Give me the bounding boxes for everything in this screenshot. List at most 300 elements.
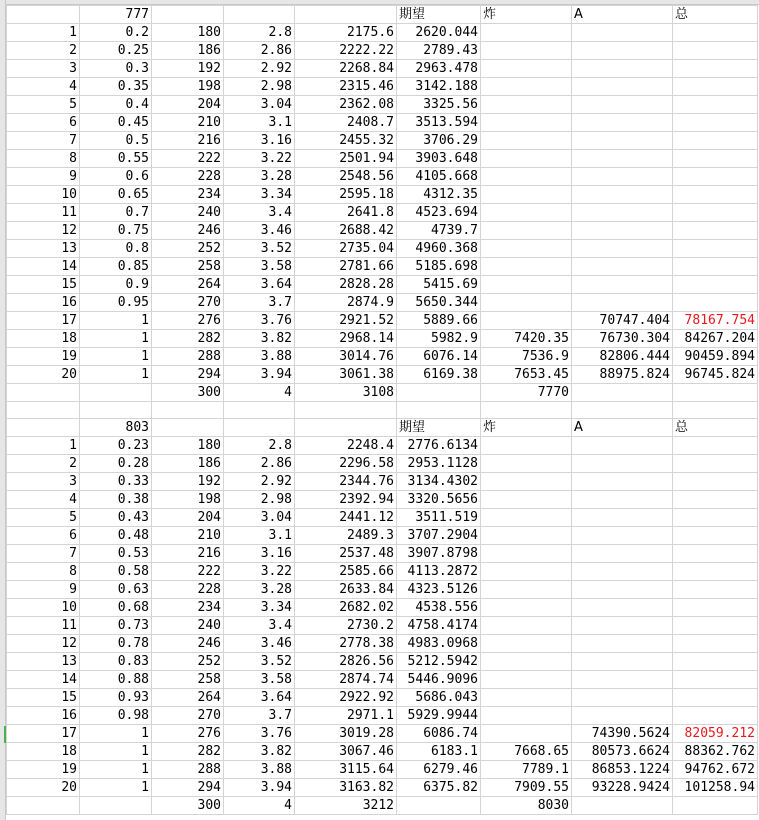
cell-total[interactable]: [673, 60, 758, 78]
cell-c4[interactable]: 3.58: [224, 258, 295, 276]
cell-c3[interactable]: 282: [152, 743, 224, 761]
cell-c4[interactable]: 3.28: [224, 168, 295, 186]
cell-c3[interactable]: 276: [152, 725, 224, 743]
cell-c3[interactable]: 258: [152, 671, 224, 689]
cell-total[interactable]: [673, 437, 758, 455]
cell-bomb[interactable]: [481, 24, 572, 42]
cell-c3[interactable]: 240: [152, 204, 224, 222]
cell-total[interactable]: 94762.672: [673, 761, 758, 779]
cell-a[interactable]: 86853.1224: [572, 761, 673, 779]
spreadsheet-grid[interactable]: [6, 5, 758, 815]
cell-c3[interactable]: 180: [152, 24, 224, 42]
cell-c5[interactable]: 2501.94: [295, 150, 397, 168]
cell-c4[interactable]: 2.86: [224, 455, 295, 473]
cell-c4[interactable]: 2.86: [224, 42, 295, 60]
cell-c4[interactable]: 3.94: [224, 366, 295, 384]
cell-p[interactable]: 1: [80, 743, 152, 761]
cell-total[interactable]: [673, 617, 758, 635]
cell-n[interactable]: 15: [7, 276, 80, 294]
cell-total[interactable]: [673, 635, 758, 653]
cell-total[interactable]: [673, 222, 758, 240]
cell-total[interactable]: [673, 653, 758, 671]
cell-expect[interactable]: 3511.519: [397, 509, 481, 527]
cell-c4[interactable]: 3.94: [224, 779, 295, 797]
cell-expect[interactable]: 4538.556: [397, 599, 481, 617]
cell-n[interactable]: 2: [7, 42, 80, 60]
cell-c3[interactable]: 282: [152, 330, 224, 348]
cell-n[interactable]: 13: [7, 653, 80, 671]
block-label-cell[interactable]: 777: [80, 6, 152, 24]
cell-p[interactable]: 0.6: [80, 168, 152, 186]
cell-c3[interactable]: 216: [152, 545, 224, 563]
cell-a[interactable]: [572, 168, 673, 186]
cell-c4[interactable]: 3.1: [224, 527, 295, 545]
cell-n[interactable]: 8: [7, 150, 80, 168]
cell-bomb[interactable]: [481, 617, 572, 635]
cell-total[interactable]: [673, 258, 758, 276]
cell-p[interactable]: 0.65: [80, 186, 152, 204]
header-bomb-cell[interactable]: 炸: [481, 419, 572, 437]
cell-bomb[interactable]: [481, 563, 572, 581]
cell-total[interactable]: 82059.212: [673, 725, 758, 743]
cell-c5[interactable]: 2315.46: [295, 78, 397, 96]
cell-empty[interactable]: [397, 402, 481, 419]
cell-empty[interactable]: [572, 384, 673, 402]
cell-a[interactable]: [572, 204, 673, 222]
cell-expect[interactable]: 3706.29: [397, 132, 481, 150]
cell-empty[interactable]: [295, 6, 397, 24]
cell-a[interactable]: [572, 509, 673, 527]
cell-c5[interactable]: 2222.22: [295, 42, 397, 60]
cell-expect[interactable]: 4105.668: [397, 168, 481, 186]
cell-c3[interactable]: 198: [152, 491, 224, 509]
cell-p[interactable]: 0.83: [80, 653, 152, 671]
cell-n[interactable]: 16: [7, 294, 80, 312]
cell-empty[interactable]: [572, 797, 673, 815]
cell-total[interactable]: [673, 545, 758, 563]
cell-bomb[interactable]: 7668.65: [481, 743, 572, 761]
block-label-cell[interactable]: 803: [80, 419, 152, 437]
footer-bomb-cell[interactable]: 7770: [481, 384, 572, 402]
cell-total[interactable]: [673, 563, 758, 581]
cell-c4[interactable]: 3.88: [224, 348, 295, 366]
cell-total[interactable]: [673, 671, 758, 689]
cell-bomb[interactable]: [481, 150, 572, 168]
cell-a[interactable]: 70747.404: [572, 312, 673, 330]
cell-empty[interactable]: [673, 797, 758, 815]
cell-a[interactable]: [572, 527, 673, 545]
cell-empty[interactable]: [7, 402, 80, 419]
cell-expect[interactable]: 4960.368: [397, 240, 481, 258]
cell-c5[interactable]: 3115.64: [295, 761, 397, 779]
cell-c3[interactable]: 204: [152, 509, 224, 527]
cell-n[interactable]: 7: [7, 132, 80, 150]
cell-p[interactable]: 1: [80, 779, 152, 797]
cell-bomb[interactable]: [481, 78, 572, 96]
footer-bomb-cell[interactable]: 8030: [481, 797, 572, 815]
cell-a[interactable]: [572, 599, 673, 617]
cell-c3[interactable]: 264: [152, 689, 224, 707]
cell-expect[interactable]: 4758.4174: [397, 617, 481, 635]
cell-c5[interactable]: 2641.8: [295, 204, 397, 222]
cell-a[interactable]: [572, 617, 673, 635]
cell-c4[interactable]: 2.98: [224, 491, 295, 509]
cell-p[interactable]: 1: [80, 761, 152, 779]
cell-n[interactable]: 1: [7, 437, 80, 455]
cell-expect[interactable]: 2776.6134: [397, 437, 481, 455]
cell-total[interactable]: [673, 114, 758, 132]
cell-bomb[interactable]: [481, 473, 572, 491]
cell-n[interactable]: 20: [7, 779, 80, 797]
cell-c4[interactable]: 2.8: [224, 24, 295, 42]
cell-bomb[interactable]: [481, 276, 572, 294]
cell-n[interactable]: 3: [7, 60, 80, 78]
cell-c5[interactable]: 2248.4: [295, 437, 397, 455]
cell-a[interactable]: [572, 114, 673, 132]
cell-c5[interactable]: 2874.74: [295, 671, 397, 689]
cell-bomb[interactable]: [481, 258, 572, 276]
cell-c3[interactable]: 270: [152, 294, 224, 312]
cell-expect[interactable]: 6086.74: [397, 725, 481, 743]
cell-expect[interactable]: 4312.35: [397, 186, 481, 204]
cell-c5[interactable]: 2778.38: [295, 635, 397, 653]
cell-empty[interactable]: [397, 797, 481, 815]
cell-n[interactable]: 17: [7, 725, 80, 743]
cell-c4[interactable]: 2.8: [224, 437, 295, 455]
cell-empty[interactable]: [152, 6, 224, 24]
cell-c4[interactable]: 3.82: [224, 743, 295, 761]
cell-c4[interactable]: 3.46: [224, 222, 295, 240]
cell-c5[interactable]: 2548.56: [295, 168, 397, 186]
cell-c5[interactable]: 2595.18: [295, 186, 397, 204]
cell-expect[interactable]: 4523.694: [397, 204, 481, 222]
cell-a[interactable]: [572, 294, 673, 312]
cell-expect[interactable]: 4739.7: [397, 222, 481, 240]
cell-c3[interactable]: 222: [152, 563, 224, 581]
cell-empty[interactable]: [481, 402, 572, 419]
cell-p[interactable]: 0.75: [80, 222, 152, 240]
cell-a[interactable]: [572, 24, 673, 42]
cell-c5[interactable]: 2392.94: [295, 491, 397, 509]
cell-empty[interactable]: [397, 384, 481, 402]
cell-empty[interactable]: [673, 384, 758, 402]
cell-c3[interactable]: 204: [152, 96, 224, 114]
cell-empty[interactable]: [80, 797, 152, 815]
cell-a[interactable]: [572, 437, 673, 455]
cell-bomb[interactable]: [481, 491, 572, 509]
cell-n[interactable]: 11: [7, 617, 80, 635]
cell-c4[interactable]: 3.64: [224, 276, 295, 294]
cell-n[interactable]: 3: [7, 473, 80, 491]
cell-n[interactable]: 14: [7, 671, 80, 689]
cell-c3[interactable]: 180: [152, 437, 224, 455]
cell-a[interactable]: [572, 78, 673, 96]
cell-total[interactable]: [673, 204, 758, 222]
cell-c3[interactable]: 252: [152, 653, 224, 671]
cell-total[interactable]: [673, 78, 758, 96]
cell-p[interactable]: 0.28: [80, 455, 152, 473]
cell-c5[interactable]: 2585.66: [295, 563, 397, 581]
cell-bomb[interactable]: [481, 707, 572, 725]
cell-expect[interactable]: 2789.43: [397, 42, 481, 60]
cell-bomb[interactable]: [481, 455, 572, 473]
cell-c3[interactable]: 288: [152, 348, 224, 366]
cell-p[interactable]: 0.68: [80, 599, 152, 617]
cell-n[interactable]: 4: [7, 491, 80, 509]
cell-c3[interactable]: 216: [152, 132, 224, 150]
cell-total[interactable]: [673, 150, 758, 168]
cell-a[interactable]: [572, 60, 673, 78]
cell-empty[interactable]: [7, 797, 80, 815]
cell-c5[interactable]: 2826.56: [295, 653, 397, 671]
footer-c4-cell[interactable]: 4: [224, 384, 295, 402]
cell-c3[interactable]: 210: [152, 527, 224, 545]
cell-c5[interactable]: 2296.58: [295, 455, 397, 473]
cell-c5[interactable]: 2971.1: [295, 707, 397, 725]
cell-a[interactable]: 76730.304: [572, 330, 673, 348]
cell-empty[interactable]: [7, 6, 80, 24]
cell-p[interactable]: 0.5: [80, 132, 152, 150]
cell-c3[interactable]: 270: [152, 707, 224, 725]
cell-empty[interactable]: [80, 384, 152, 402]
cell-p[interactable]: 0.33: [80, 473, 152, 491]
cell-expect[interactable]: 3325.56: [397, 96, 481, 114]
cell-c3[interactable]: 246: [152, 635, 224, 653]
cell-total[interactable]: [673, 24, 758, 42]
cell-empty[interactable]: [7, 384, 80, 402]
cell-p[interactable]: 1: [80, 366, 152, 384]
cell-n[interactable]: 2: [7, 455, 80, 473]
cell-c4[interactable]: 3.28: [224, 581, 295, 599]
cell-n[interactable]: 4: [7, 78, 80, 96]
cell-n[interactable]: 12: [7, 222, 80, 240]
cell-c4[interactable]: 3.7: [224, 707, 295, 725]
cell-p[interactable]: 0.25: [80, 42, 152, 60]
cell-c3[interactable]: 222: [152, 150, 224, 168]
cell-c3[interactable]: 246: [152, 222, 224, 240]
cell-a[interactable]: [572, 653, 673, 671]
cell-c3[interactable]: 192: [152, 473, 224, 491]
cell-expect[interactable]: 5929.9944: [397, 707, 481, 725]
cell-expect[interactable]: 4323.5126: [397, 581, 481, 599]
cell-n[interactable]: 20: [7, 366, 80, 384]
cell-a[interactable]: [572, 491, 673, 509]
cell-total[interactable]: 78167.754: [673, 312, 758, 330]
footer-c4-cell[interactable]: 4: [224, 797, 295, 815]
cell-expect[interactable]: 5185.698: [397, 258, 481, 276]
cell-expect[interactable]: 3707.2904: [397, 527, 481, 545]
cell-bomb[interactable]: [481, 186, 572, 204]
cell-n[interactable]: 14: [7, 258, 80, 276]
cell-n[interactable]: 18: [7, 330, 80, 348]
cell-bomb[interactable]: [481, 545, 572, 563]
cell-expect[interactable]: 4983.0968: [397, 635, 481, 653]
cell-bomb[interactable]: [481, 204, 572, 222]
cell-total[interactable]: [673, 599, 758, 617]
cell-p[interactable]: 0.93: [80, 689, 152, 707]
cell-c3[interactable]: 258: [152, 258, 224, 276]
cell-a[interactable]: 82806.444: [572, 348, 673, 366]
cell-a[interactable]: [572, 581, 673, 599]
cell-a[interactable]: 74390.5624: [572, 725, 673, 743]
cell-n[interactable]: 5: [7, 509, 80, 527]
header-total-cell[interactable]: 总: [673, 6, 758, 24]
cell-expect[interactable]: 5982.9: [397, 330, 481, 348]
cell-c3[interactable]: 294: [152, 779, 224, 797]
cell-a[interactable]: [572, 635, 673, 653]
cell-expect[interactable]: 5415.69: [397, 276, 481, 294]
cell-c3[interactable]: 294: [152, 366, 224, 384]
cell-bomb[interactable]: [481, 689, 572, 707]
cell-p[interactable]: 0.3: [80, 60, 152, 78]
cell-bomb[interactable]: 7536.9: [481, 348, 572, 366]
cell-empty[interactable]: [673, 402, 758, 419]
cell-expect[interactable]: 6169.38: [397, 366, 481, 384]
cell-empty[interactable]: [224, 402, 295, 419]
cell-total[interactable]: 88362.762: [673, 743, 758, 761]
cell-expect[interactable]: 6076.14: [397, 348, 481, 366]
cell-a[interactable]: [572, 222, 673, 240]
cell-c4[interactable]: 3.7: [224, 294, 295, 312]
cell-c5[interactable]: 2735.04: [295, 240, 397, 258]
cell-p[interactable]: 0.78: [80, 635, 152, 653]
cell-n[interactable]: 6: [7, 114, 80, 132]
cell-p[interactable]: 0.85: [80, 258, 152, 276]
cell-c4[interactable]: 2.92: [224, 60, 295, 78]
cell-p[interactable]: 0.43: [80, 509, 152, 527]
cell-c4[interactable]: 3.64: [224, 689, 295, 707]
cell-c3[interactable]: 264: [152, 276, 224, 294]
cell-expect[interactable]: 3903.648: [397, 150, 481, 168]
cell-p[interactable]: 1: [80, 725, 152, 743]
cell-a[interactable]: [572, 240, 673, 258]
cell-bomb[interactable]: 7789.1: [481, 761, 572, 779]
cell-empty[interactable]: [152, 402, 224, 419]
cell-p[interactable]: 0.55: [80, 150, 152, 168]
cell-c3[interactable]: 240: [152, 617, 224, 635]
cell-total[interactable]: [673, 294, 758, 312]
cell-n[interactable]: 19: [7, 348, 80, 366]
cell-c5[interactable]: 2828.28: [295, 276, 397, 294]
cell-bomb[interactable]: 7909.55: [481, 779, 572, 797]
cell-expect[interactable]: 5889.66: [397, 312, 481, 330]
cell-p[interactable]: 0.73: [80, 617, 152, 635]
cell-a[interactable]: [572, 42, 673, 60]
cell-c4[interactable]: 3.1: [224, 114, 295, 132]
cell-expect[interactable]: 6279.46: [397, 761, 481, 779]
cell-bomb[interactable]: [481, 114, 572, 132]
cell-c3[interactable]: 276: [152, 312, 224, 330]
cell-c3[interactable]: 228: [152, 168, 224, 186]
cell-expect[interactable]: 5212.5942: [397, 653, 481, 671]
cell-c5[interactable]: 2921.52: [295, 312, 397, 330]
cell-a[interactable]: 88975.824: [572, 366, 673, 384]
footer-c5-cell[interactable]: 3108: [295, 384, 397, 402]
cell-a[interactable]: 93228.9424: [572, 779, 673, 797]
cell-c5[interactable]: 2489.3: [295, 527, 397, 545]
cell-c5[interactable]: 2730.2: [295, 617, 397, 635]
cell-p[interactable]: 1: [80, 330, 152, 348]
cell-c5[interactable]: 2441.12: [295, 509, 397, 527]
cell-expect[interactable]: 6375.82: [397, 779, 481, 797]
cell-n[interactable]: 19: [7, 761, 80, 779]
cell-c5[interactable]: 3014.76: [295, 348, 397, 366]
cell-bomb[interactable]: [481, 509, 572, 527]
cell-a[interactable]: [572, 276, 673, 294]
cell-bomb[interactable]: [481, 312, 572, 330]
cell-bomb[interactable]: [481, 671, 572, 689]
cell-expect[interactable]: 6183.1: [397, 743, 481, 761]
cell-total[interactable]: [673, 455, 758, 473]
cell-c3[interactable]: 192: [152, 60, 224, 78]
cell-c5[interactable]: 2268.84: [295, 60, 397, 78]
cell-bomb[interactable]: 7420.35: [481, 330, 572, 348]
cell-bomb[interactable]: [481, 168, 572, 186]
cell-p[interactable]: 0.2: [80, 24, 152, 42]
cell-n[interactable]: 9: [7, 581, 80, 599]
cell-c4[interactable]: 3.34: [224, 186, 295, 204]
cell-empty[interactable]: [572, 402, 673, 419]
cell-c4[interactable]: 3.46: [224, 635, 295, 653]
cell-c4[interactable]: 3.58: [224, 671, 295, 689]
cell-total[interactable]: [673, 527, 758, 545]
cell-p[interactable]: 0.45: [80, 114, 152, 132]
cell-empty[interactable]: [295, 419, 397, 437]
cell-empty[interactable]: [80, 402, 152, 419]
cell-c5[interactable]: 2175.6: [295, 24, 397, 42]
cell-p[interactable]: 0.9: [80, 276, 152, 294]
cell-a[interactable]: [572, 707, 673, 725]
cell-a[interactable]: [572, 150, 673, 168]
cell-bomb[interactable]: [481, 437, 572, 455]
footer-c3-cell[interactable]: 300: [152, 797, 224, 815]
cell-total[interactable]: [673, 509, 758, 527]
cell-total[interactable]: [673, 689, 758, 707]
cell-c4[interactable]: 3.34: [224, 599, 295, 617]
header-a-cell[interactable]: A: [572, 6, 673, 24]
cell-n[interactable]: 7: [7, 545, 80, 563]
footer-c5-cell[interactable]: 3212: [295, 797, 397, 815]
cell-n[interactable]: 1: [7, 24, 80, 42]
cell-total[interactable]: [673, 473, 758, 491]
cell-c5[interactable]: 2633.84: [295, 581, 397, 599]
cell-n[interactable]: 6: [7, 527, 80, 545]
header-bomb-cell[interactable]: 炸: [481, 6, 572, 24]
cell-total[interactable]: [673, 132, 758, 150]
cell-expect[interactable]: 2963.478: [397, 60, 481, 78]
cell-expect[interactable]: 3134.4302: [397, 473, 481, 491]
cell-c3[interactable]: 198: [152, 78, 224, 96]
cell-p[interactable]: 0.48: [80, 527, 152, 545]
cell-c4[interactable]: 2.92: [224, 473, 295, 491]
cell-a[interactable]: [572, 473, 673, 491]
cell-empty[interactable]: [224, 419, 295, 437]
cell-n[interactable]: 15: [7, 689, 80, 707]
cell-bomb[interactable]: [481, 294, 572, 312]
cell-n[interactable]: 5: [7, 96, 80, 114]
cell-c5[interactable]: 2537.48: [295, 545, 397, 563]
cell-a[interactable]: [572, 132, 673, 150]
header-a-cell[interactable]: A: [572, 419, 673, 437]
cell-c3[interactable]: 210: [152, 114, 224, 132]
cell-c5[interactable]: 3067.46: [295, 743, 397, 761]
cell-c5[interactable]: 2408.7: [295, 114, 397, 132]
cell-expect[interactable]: 5650.344: [397, 294, 481, 312]
cell-bomb[interactable]: [481, 60, 572, 78]
cell-c5[interactable]: 2688.42: [295, 222, 397, 240]
cell-expect[interactable]: 3907.8798: [397, 545, 481, 563]
cell-n[interactable]: 12: [7, 635, 80, 653]
